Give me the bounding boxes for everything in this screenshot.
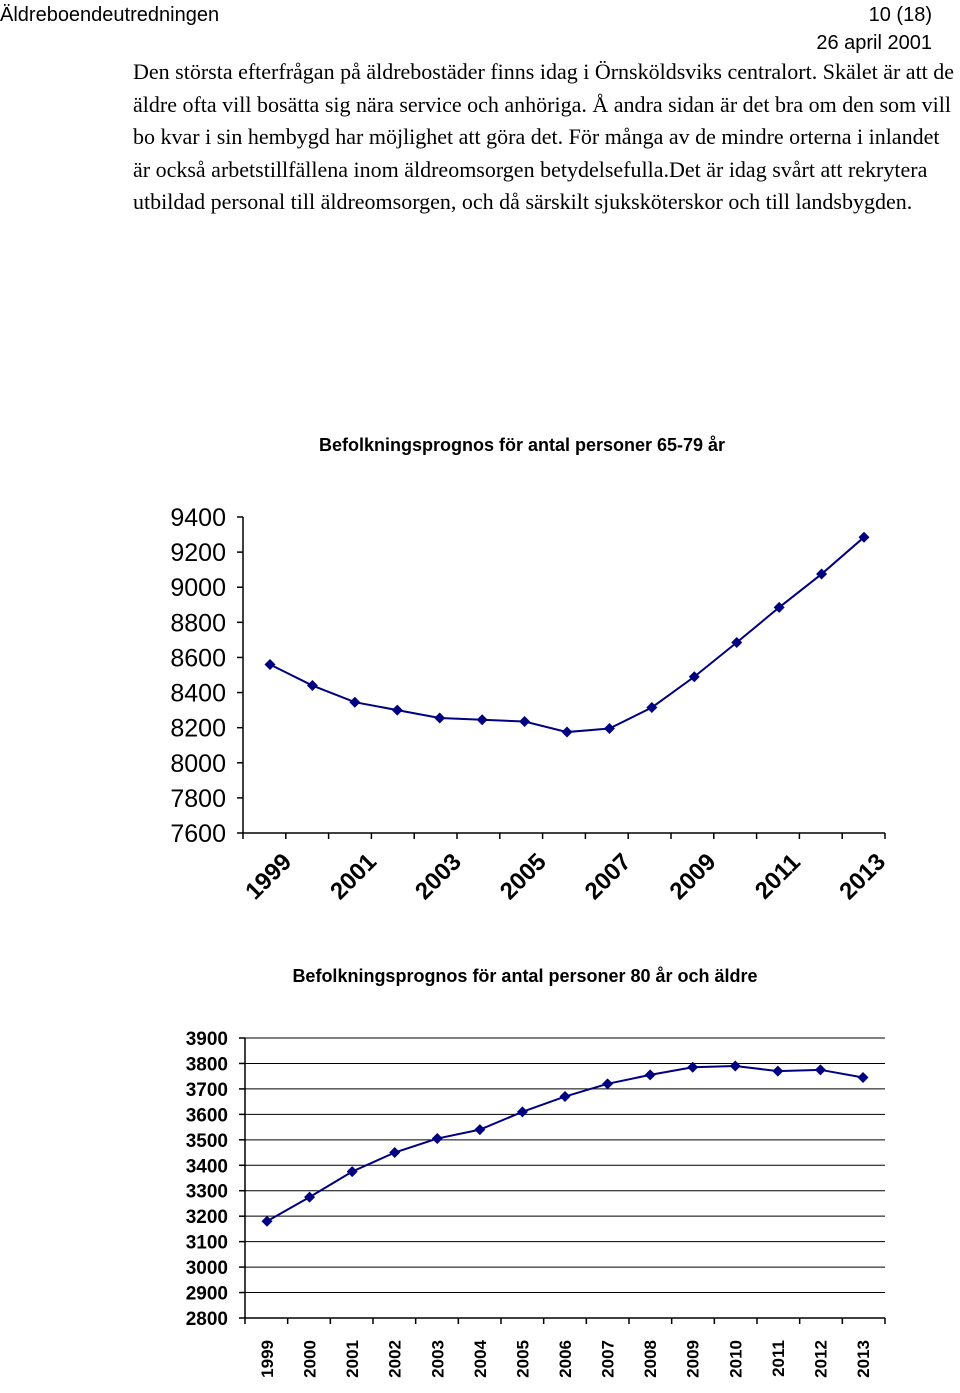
x-tick-label: 2012 <box>811 1340 831 1378</box>
chart-title: Befolkningsprognos för antal personer 80 år och äldre <box>292 966 758 986</box>
data-point <box>432 1133 443 1144</box>
data-point <box>474 1124 485 1135</box>
data-point <box>349 697 360 708</box>
y-tick-label: 8000 <box>170 749 226 778</box>
data-point <box>645 1069 656 1080</box>
data-point <box>307 680 318 691</box>
y-tick-label: 8800 <box>170 609 226 638</box>
data-point <box>477 714 488 725</box>
data-point <box>389 1147 400 1158</box>
y-tick-label: 2900 <box>185 1283 228 1305</box>
y-tick-label: 9400 <box>170 504 226 532</box>
x-tick-label: 2003 <box>409 848 467 906</box>
y-tick-label: 7800 <box>170 784 226 813</box>
x-tick-label: 2013 <box>834 848 892 906</box>
data-point <box>604 723 615 734</box>
y-tick-label: 3600 <box>185 1105 228 1127</box>
page-number: 10 (18) <box>868 4 932 26</box>
data-point <box>304 1192 315 1203</box>
y-tick-label: 3500 <box>185 1130 228 1152</box>
data-point <box>265 659 276 670</box>
y-tick-label: 9000 <box>170 574 226 603</box>
x-tick-label: 2002 <box>385 1340 405 1378</box>
x-tick-label: 2005 <box>494 848 552 906</box>
x-tick-label: 2001 <box>325 848 382 906</box>
y-tick-label: 8600 <box>170 644 226 673</box>
x-tick-label: 2005 <box>513 1340 533 1378</box>
x-tick-label: 2000 <box>300 1340 320 1378</box>
data-point <box>562 727 573 738</box>
chart-title: Befolkningsprognos för antal personer 65-79 år <box>318 435 726 455</box>
y-tick-label: 2800 <box>185 1309 228 1330</box>
data-point <box>772 1066 783 1077</box>
data-point <box>858 1072 869 1083</box>
data-point <box>602 1078 613 1089</box>
data-point <box>434 713 445 724</box>
chart-65-79 <box>0 420 960 950</box>
data-point <box>560 1091 571 1102</box>
y-tick-label: 7600 <box>170 820 226 848</box>
document-date: 26 april 2001 <box>816 32 932 54</box>
data-point <box>815 1064 826 1075</box>
x-tick-label: 2006 <box>556 1340 575 1378</box>
x-tick-label: 2001 <box>343 1340 363 1378</box>
body-paragraph: Den största efterfrågan på äldrebostäder finns idag i Örnsköldsviks centralort. Skälet är att de äldre ofta vill bosätta sig nära service och anhöriga. Å andra sidan är det bra om den som vill bo kvar i sin hembygd har möjlighet att göra det. För många av de mindre orterna i inlandet är också arbetstillfällena inom äldreomsorgen betydelsefulla.Det är idag svårt att rekrytera utbildad personal till äldreomsorgen, och då särskilt sjuksköterskor och till landsbygden. <box>133 59 955 214</box>
y-tick-label: 3300 <box>185 1181 228 1203</box>
x-tick-label: 1999 <box>258 1340 277 1378</box>
data-point <box>347 1166 358 1177</box>
x-tick-label: 2013 <box>854 1340 873 1378</box>
data-point <box>392 705 403 716</box>
x-tick-label: 2009 <box>664 848 722 906</box>
y-tick-label: 3100 <box>185 1232 228 1254</box>
data-point <box>517 1106 528 1117</box>
data-point <box>262 1216 273 1227</box>
data-point <box>730 1061 741 1072</box>
y-tick-label: 8400 <box>170 679 226 708</box>
y-tick-label: 3200 <box>185 1207 228 1229</box>
data-point <box>519 716 530 727</box>
x-tick-label: 2007 <box>598 1340 618 1378</box>
y-tick-label: 8200 <box>170 714 226 743</box>
x-tick-label: 2008 <box>641 1340 661 1378</box>
y-tick-label: 3800 <box>185 1054 228 1076</box>
chart-80-plus <box>0 955 960 1393</box>
document-title: Äldreboendeutredningen <box>0 4 220 26</box>
y-tick-label: 3700 <box>185 1079 228 1101</box>
y-tick-label: 3400 <box>185 1156 228 1178</box>
y-tick-label: 3000 <box>185 1258 228 1280</box>
x-tick-label: 2003 <box>428 1340 448 1378</box>
x-tick-label: 2009 <box>683 1340 703 1378</box>
x-tick-label: 2004 <box>470 1340 490 1378</box>
x-tick-label: 2011 <box>768 1340 788 1377</box>
y-tick-label: 3900 <box>185 1029 228 1050</box>
y-tick-label: 9200 <box>170 539 226 568</box>
x-tick-label: 2010 <box>726 1340 746 1378</box>
x-tick-label: 2007 <box>579 848 637 906</box>
x-tick-label: 2011 <box>749 848 806 905</box>
x-tick-label: 1999 <box>240 848 298 906</box>
